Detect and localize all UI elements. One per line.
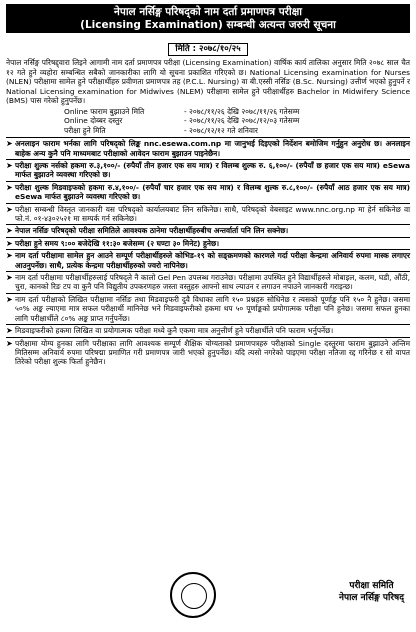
notice-header (6, 4, 410, 33)
bullet-arrow-icon: ➤ (6, 161, 13, 170)
schedule-row (64, 126, 410, 135)
bullet-written-exam (6, 293, 410, 324)
notice-bullets (6, 137, 410, 368)
bullet-text: परीक्षा शुल्क मिडवाइफको हकमा रु.४,१००/- (रुपैयाँ चार हजार एक सय मात्र) र विलम्ब शुल्क रु.८,१००/- (रुपैयाँ आठ हजार एक सय मात्र) eSewa मार्फत बुझाउने व्यवस्था गरिएको छ। (15, 182, 410, 202)
bullet-arrow-icon: ➤ (6, 139, 13, 149)
bullet-arrow-icon: ➤ (6, 326, 13, 336)
notice-footer (6, 570, 410, 622)
bullet-text: परीक्षा शुल्क नर्सको हकमा रु.३,१००/- (रुपैयाँ तीन हजार एक सय मात्र) र विलम्ब शुल्क रु. ६,१००/- (रुपैयाँ छ हजार एक सय मात्र) eSewa मार्फत बुझाउने व्यवस्था गरिएको छ। (15, 161, 410, 180)
bullet-arrow-icon: ➤ (6, 338, 13, 348)
bullet-covid-mask (6, 249, 410, 271)
schedule-row (64, 107, 410, 116)
schedule-value: - २०७८/१२/१२ गते शनिवार (184, 125, 258, 135)
schedule-value: - २०७८/११/२६ देखि २०७८/११/२६ गतेसम्म (184, 106, 300, 116)
bullet-text: परीक्षा हुने समय ९:०० बजेदेखि ११:३० बजेसम्म (२ घण्टा ३० मिनेट) हुनेछ। (15, 238, 220, 248)
bullet-text: नाम दर्ता परीक्षाको लिखित परीक्षामा नर्सिङ तथा मिडवाइफरी दुवै विधाका लागि १५० प्रश्नहरु सोधिनेछ र त्यसको पूर्णाङ्क पनि १५० नै हुनेछ। जसमा ५०% अङ्क ल्याएमा मात्र सफल परीक्षार्थी मानिनेछ भने मिडवाइफरीको हकमा थप ५० पूर्णाङ्कको प्रयोगात्मक परीक्षा पनि हुनेछ। जसमा सफल हुनका लागि परीक्षार्थीले ८०% अङ्क प्राप्त गर्नुपर्नेछ। (15, 294, 410, 323)
bullet-interview (6, 224, 410, 236)
schedule-row (64, 116, 410, 125)
schedule-value: - २०७८/११/२६ देखि २०७८/१२/०३ गतेसम्म (184, 116, 300, 126)
date-row (6, 36, 410, 56)
bullet-text: नाम दर्ता परीक्षामा सामेल हुन आउने सम्पूर्ण परीक्षार्थीहरुले कोभिड-१९ को सङ्क्रमणको कारणले गर्दा परीक्षा केन्द्रमा अनिवार्य रुपमा मास्क लगाएर आउनुपर्नेछ। साथै, प्रत्येक केन्द्रमा परीक्षार्थीहरुको ज्वरो नापिनेछ। (15, 251, 410, 270)
bullet-text: मिडवाइफरीको हकमा लिखित वा प्रयोगात्मक परीक्षा मध्ये कुनै एकमा मात्र अनुत्तीर्ण हुने परीक्षार्थीले पनि फाराम भर्नुपर्नेछ। (15, 326, 334, 336)
bullet-arrow-icon: ➤ (6, 273, 13, 283)
bullet-online-form (6, 137, 410, 159)
schedule-label: Online फाराम बुझाउने मिति (64, 106, 145, 116)
bullet-text: नाम दर्ता परीक्षामा परीक्षार्थीहरुलाई परिषद्ले नै कालो Gel Pen उपलब्ध गराउनेछ। परीक्षामा उपस्थित हुने विद्यार्थीहरुले मोबाइल, कलम, घडी, औंठी, चुरा, कानको रिङ टप वा कुनै पनि विद्युतीय उपकरणहरु जस्ता वस्तुहरु आफ्नो साथ ल्याउन र लगाउन नपाउने जानकारी गराइन्छ। (15, 273, 410, 292)
bullet-text: अनलाइन फाराम भर्नका लागि परिषद्को लिङ्क nnc.esewa.com.np मा जानुभई दिइएको निर्देशन बमोजिम गर्नुहुन अनुरोध छ। अनलाइन बाहेक अन्य कुनै पनि माध्यमबाट परीक्षाको आवेदन फाराम बुझाउन पाइनेछैन। (15, 139, 410, 158)
intro-paragraph: नेपाल नर्सिङ्ग परिषद्द्वारा लिइने आगामी नाम दर्ता प्रमाणपत्र परीक्षा (Licensing Examination) वार्षिक कार्य तालिका अनुसार मिति २०७८ साल चैत १२ गते हुने व्यहोरा सम्बन्धित सबैको जानकारीका लागि यो सूचना प्रकाशित गरिएको छ। National Licensing examination for Nurses (NLEN) परीक्षामा सामेल हुने परीक्षार्थीहरु प्रवीणता प्रमाणपत्र तह (P.C.L. Nursing) वा बी.एस्सी नर्सिङ (B.Sc. Nursing) उत्तीर्ण भएको हुनुपर्ने र National Licensing examination for Midwives (NLEM) परीक्षामा सामेल हुने परीक्षार्थीहरु Bachelor in Midwifery Science (BMS) पास गरेको हुनुपर्नेछ। (6, 58, 410, 106)
bullet-exam-time (6, 237, 410, 249)
bullet-arrow-icon: ➤ (6, 226, 13, 236)
header-title-line1: नेपाल नर्सिङ्ग परिषद्को नाम दर्ता प्रमाणपत्र परीक्षा (114, 6, 302, 18)
notice-page (6, 4, 410, 624)
signature-block (339, 580, 404, 604)
bullet-nurse-fee (6, 159, 410, 181)
header-title-line2: (Licensing Examination) सम्बन्धी अत्यन्त जरुरी सूचना (80, 19, 336, 31)
bullet-text: परीक्षामा योग्य हुनका लागि परीक्षाका लागि आवश्यक सम्पूर्ण शैक्षिक योग्यताको प्रमाणपत्रहरु परीक्षाको Single दस्तुरमा फाराम बुझाउने अन्तिम मितिसम्म अनिवार्य रुपमा परिषद्मा प्रमाणित गरी प्रमाणपत्र जारी भएको हुनुपर्नेछ। यदि त्यसो नगरेको पाइएमा परीक्षा नतिजा रद्द गरिनेछ र सो वापत तिरेको परीक्षा शुल्क फिर्ता हुनेछैन। (15, 338, 410, 367)
bullet-arrow-icon: ➤ (6, 251, 13, 261)
bullet-arrow-icon: ➤ (6, 238, 13, 248)
bullet-gel-pen (6, 271, 410, 293)
schedule-label: परीक्षा हुने मिति (64, 125, 106, 135)
bullet-contact-info (6, 203, 410, 225)
bullet-midwifery-retake (6, 324, 410, 336)
bullet-arrow-icon: ➤ (6, 294, 13, 304)
signatory-council: नेपाल नर्सिङ्ग परिषद् (338, 593, 404, 603)
signatory-committee: परीक्षा समिति (349, 581, 394, 591)
council-seal-icon (170, 572, 216, 618)
schedule-label: Online दोब्बर दस्तुर (64, 116, 123, 126)
bullet-arrow-icon: ➤ (6, 204, 13, 214)
bullet-certificates (6, 337, 410, 368)
bullet-text: नेपाल नर्सिङ परिषद्को परीक्षा समितिले आवश्यक ठानेमा परीक्षार्थीहरुबीच अन्तर्वार्ता पनि लिन सक्नेछ। (15, 226, 289, 236)
exam-schedule (64, 107, 410, 135)
bullet-midwife-fee (6, 181, 410, 203)
seal-inner-ring (181, 583, 207, 609)
notice-date: मिति : २०७८/१०/२५ (168, 43, 247, 56)
bullet-text: परीक्षा सम्बन्धी विस्तृत जानकारी यस परिषद्को कार्यालयबाट लिन सकिनेछ। साथै, परिषद्को वेबसाइट www.nnc.org.np मा हेर्न सकिनेछ वा फो.नं. ०१-४३०२५२१ मा सम्पर्क गर्न सकिनेछ। (15, 204, 410, 224)
bullet-arrow-icon: ➤ (6, 182, 13, 192)
